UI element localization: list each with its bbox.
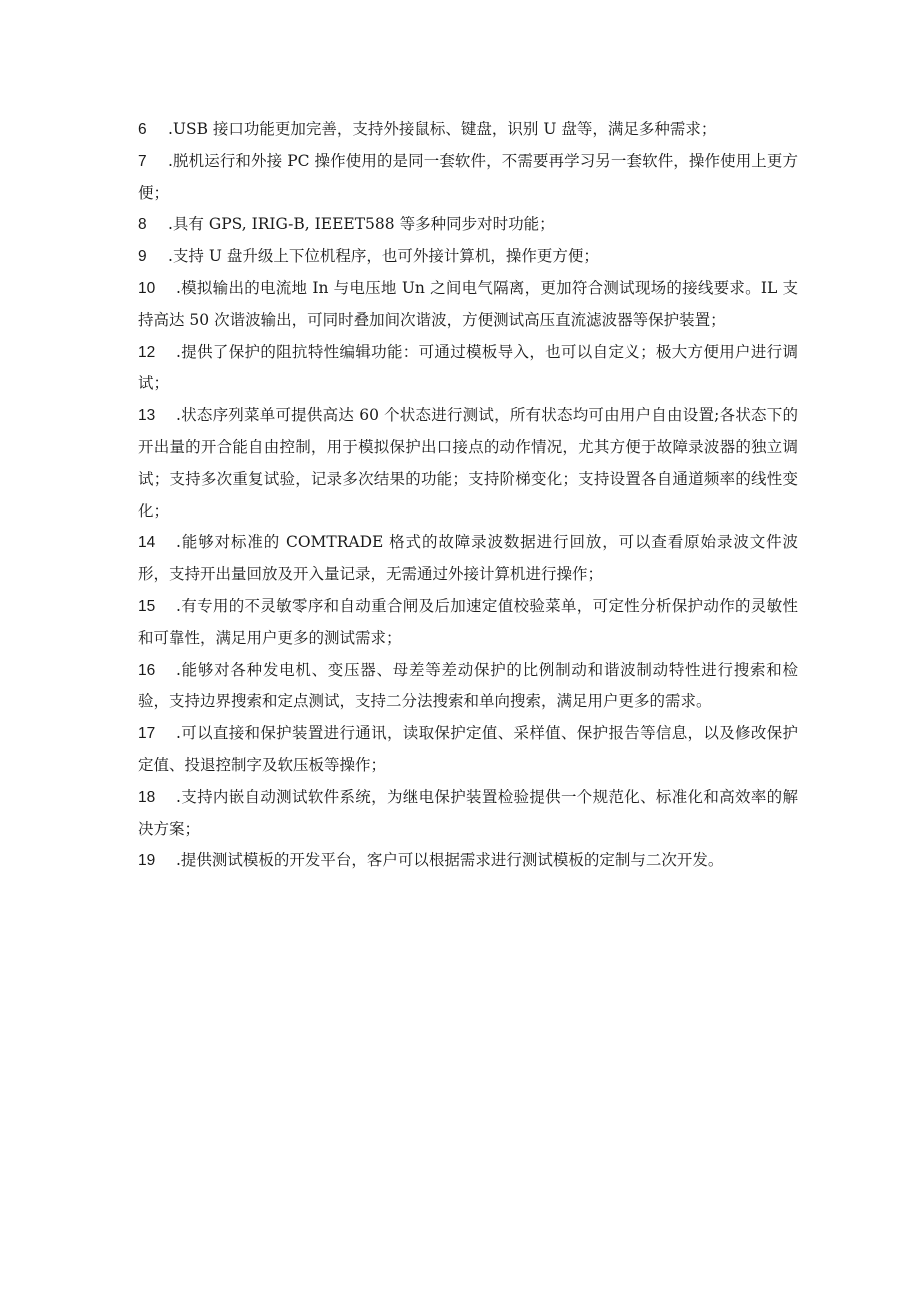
list-item (138, 241, 798, 273)
list-item (138, 400, 798, 527)
item-number: 12 (138, 343, 156, 361)
item-text: .支持 U 盘升级上下位机程序，也可外接计算机，操作更方便； (168, 247, 599, 266)
document-body (138, 114, 798, 877)
list-item (138, 209, 798, 241)
item-text: .状态序列菜单可提供高达 60 个状态进行测试，所有状态均可由用户自由设置;各状态下的开出量的开合能自由控制，用于模拟保护出口接点的动作情况，尤其方便于故障录波器的独立调试；支持多次重复试验，记录多次结果的功能；支持阶梯变化；支持设置各自通道频率的线性变化； (138, 406, 798, 520)
list-item (138, 337, 798, 401)
item-number: 19 (138, 852, 156, 870)
list-item (138, 718, 798, 782)
item-number: 7 (138, 152, 147, 170)
item-number: 13 (138, 407, 156, 425)
item-number: 6 (138, 121, 147, 138)
item-text: .可以直接和保护装置进行通讯，读取保护定值、采样值、保护报告等信息，以及修改保护定值、投退控制字及软压板等操作； (138, 724, 798, 774)
list-item (138, 273, 798, 337)
item-number: 9 (138, 248, 147, 266)
item-number: 15 (138, 597, 156, 615)
list-item (138, 527, 798, 591)
item-text: .能够对各种发电机、变压器、母差等差动保护的比例制动和谐波制动特性进行搜索和检验，支持边界搜索和定点测试，支持二分法搜索和单向搜索，满足用户更多的需求。 (138, 660, 798, 711)
item-text: .提供测试模板的开发平台，客户可以根据需求进行测试模板的定制与二次开发。 (176, 851, 724, 870)
list-item (138, 591, 798, 655)
item-number: 10 (138, 279, 156, 297)
list-item (138, 845, 798, 877)
item-text: .提供了保护的阻抗特性编辑功能：可通过模板导入，也可以自定义；极大方便用户进行调试； (138, 342, 798, 393)
item-text: .模拟输出的电流地 In 与电压地 Un 之间电气隔离，更加符合测试现场的接线要求。IL 支持高达 50 次谐波输出，可同时叠加间次谐波，方便测试高压直流滤波器等保护装置； (138, 278, 798, 329)
item-number: 17 (138, 725, 156, 743)
item-text: .有专用的不灵敏零序和自动重合闸及后加速定值校验菜单，可定性分析保护动作的灵敏性和可靠性，满足用户更多的测试需求； (138, 596, 798, 647)
list-item (138, 655, 798, 719)
item-number: 16 (138, 661, 156, 679)
item-text: .能够对标准的 COMTRADE 格式的故障录波数据进行回放，可以查看原始录波文件波形，支持开出量回放及开入量记录，无需通过外接计算机进行操作； (138, 533, 798, 584)
item-text: .具有 GPS, IRIG-B, IEEET588 等多种同步对时功能； (168, 215, 555, 234)
item-text: .脱机运行和外接 PC 操作使用的是同一套软件，不需要再学习另一套软件，操作使用上更方便； (138, 151, 798, 202)
item-number: 14 (138, 534, 156, 552)
item-text: .USB 接口功能更加完善，支持外接鼠标、键盘，识别 U 盘等，满足多种需求； (168, 120, 717, 138)
item-text: .支持内嵌自动测试软件系统，为继电保护装置检验提供一个规范化、标准化和高效率的解决方案； (138, 787, 798, 838)
item-number: 8 (138, 216, 147, 234)
item-number: 18 (138, 788, 156, 806)
list-item (138, 782, 798, 846)
list-item (138, 114, 798, 146)
list-item (138, 146, 798, 210)
